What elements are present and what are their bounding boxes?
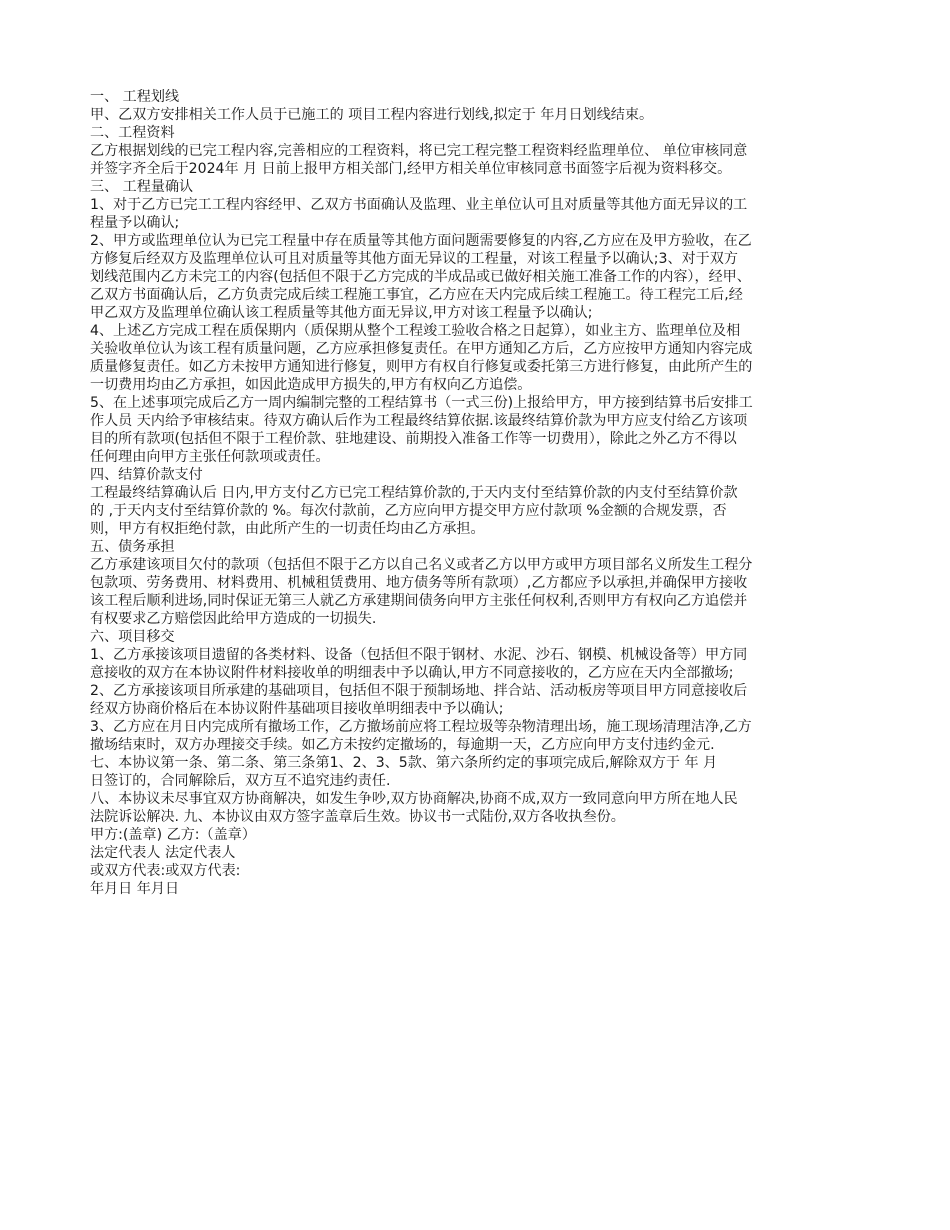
document-line: 3、乙方应在月日内完成所有撤场工作，乙方撤场前应将工程垃圾等杂物清理出场，施工现场清理洁净,乙方: [90, 719, 752, 735]
document-line: 目的所有款项(包括但不限于工程价款、驻地建设、前期投入准备工作等一切费用），除此之外乙方不得以: [90, 431, 737, 447]
document-line: 甲乙双方及监理单位确认该工程质量等其他方面无异议,甲方对该工程量予以确认;: [90, 305, 593, 321]
document-line: 法院诉讼解决. 九、本协议由双方签字盖章后生效。协议书一式陆份,双方各收执叁份。: [90, 809, 625, 825]
document-line: 乙双方书面确认后，乙方负责完成后续工程施工事宜，乙方应在天内完成后续工程施工。待工程完工后,经: [90, 287, 743, 303]
document-line: 方修复后经双方及监理单位认可且对质量等其他方面无异议的工程量，对该工程量予以确认;3、对于双方: [90, 251, 738, 267]
document-line: 三、 工程量确认: [90, 179, 194, 195]
document-line: 意接收的双方在本协议附件材料接收单的明细表中予以确认,甲方不同意接收的，乙方应在天内全部撤场;: [90, 665, 734, 681]
document-line: 2、乙方承接该项目所承建的基础项目，包括但不限于预制场地、拌合站、活动板房等项目甲方同意接收后: [90, 683, 748, 699]
document-line: 任何理由向甲方主张任何款项或责任。: [90, 449, 330, 465]
document-line: 该工程后顺利进场,同时保证无第三人就乙方承建期间债务向甲方主张任何权利,否则甲方有权向乙方追偿并: [90, 593, 748, 609]
document-line: 乙方承建该项目欠付的款项（包括但不限于乙方以自己名义或者乙方以甲方或甲方项目部名义所发生工程分: [90, 557, 753, 573]
document-body: [90, 88, 860, 898]
document-line: 作人员 天内给予审核结束。待双方确认后作为工程最终结算依据.该最终结算价款为甲方应支付给乙方该项: [90, 413, 748, 429]
document-line: 七、本协议第一条、第二条、第三条第1、2、3、5款、第六条所约定的事项完成后,解除双方于 年 月: [90, 755, 718, 771]
document-line: 六、项目移交: [90, 629, 175, 645]
document-line: 并签字齐全后于2024年 月 日前上报甲方相关部门,经甲方相关单位审核同意书面签字后视为资料移交。: [90, 161, 732, 177]
document-line: 4、上述乙方完成工程在质保期内（质保期从整个工程竣工验收合格之日起算），如业主方、监理单位及相: [90, 323, 741, 339]
document-line: 的 ,于天内支付至结算价款的 %。每次付款前，乙方应向甲方提交甲方应付款项 %金额的合规发票，否: [90, 503, 727, 519]
document-line: 撤场结束时，双方办理接交手续。如乙方未按约定撤场的，每逾期一天，乙方应向甲方支付违约金元.: [90, 737, 715, 753]
document-line: 经双方协商价格后在本协议附件基础项目接收单明细表中予以确认;: [90, 701, 504, 717]
document-line: 甲方:(盖章) 乙方:（盖章）: [90, 827, 256, 843]
document-line: 年月日 年月日: [90, 881, 180, 897]
document-line: 五、债务承担: [90, 539, 175, 555]
document-line: 划线范围内乙方未完工的内容(包括但不限于乙方完成的半成品或已做好相关施工准备工作的内容），经甲、: [90, 269, 751, 285]
document-line: 甲、乙双方安排相关工作人员于已施工的 项目工程内容进行划线,拟定于 年月日划线结束。: [90, 107, 654, 123]
document-line: 有权要求乙方赔偿因此给甲方造成的一切损失.: [90, 611, 377, 627]
document-line: 四、结算价款支付: [90, 467, 203, 483]
document-line: 质量修复责任。如乙方未按甲方通知进行修复，则甲方有权自行修复或委托第三方进行修复，由此所产生的: [90, 359, 753, 375]
document-line: 法定代表人 法定代表人: [90, 845, 236, 861]
document-line: 关验收单位认为该工程有质量问题，乙方应承担修复责任。在甲方通知乙方后，乙方应按甲方通知内容完成: [90, 341, 753, 357]
document-line: 日签订的，合同解除后，双方互不追究违约责任.: [90, 773, 391, 789]
document-line: 或双方代表:或双方代表:: [90, 863, 241, 879]
document-line: 二、工程资料: [90, 125, 175, 141]
document-line: 1、对于乙方已完工工程内容经甲、乙双方书面确认及监理、业主单位认可且对质量等其他方面无异议的工: [90, 197, 748, 213]
document-line: 则，甲方有权拒绝付款，由此所产生的一切责任均由乙方承担。: [90, 521, 485, 537]
document-line: 乙方根据划线的已完工程内容,完善相应的工程资料，将已完工程完整工程资料经监理单位、 单位审核同意: [90, 143, 748, 159]
document-line: 5、在上述事项完成后乙方一周内编制完整的工程结算书（一式三份)上报给甲方，甲方接到结算书后安排工: [90, 395, 753, 411]
document-line: 一、 工程划线: [90, 89, 180, 105]
document-line: 1、乙方承接该项目遗留的各类材料、设备（包括但不限于钢材、水泥、沙石、钢模、机械设备等）甲方同: [90, 647, 748, 663]
document-line: 工程最终结算确认后 日内,甲方支付乙方已完工程结算价款的,于天内支付至结算价款的内支付至结算价款: [90, 485, 738, 501]
document-line: 2、甲方或监理单位认为已完工程量中存在质量等其他方面问题需要修复的内容,乙方应在及甲方验收，在乙: [90, 233, 752, 249]
document-line: 程量予以确认;: [90, 215, 180, 231]
document-line: 八、本协议未尽事宜双方协商解决，如发生争吵,双方协商解决,协商不成,双方一致同意向甲方所在地人民: [90, 791, 738, 807]
document-line: 包款项、劳务费用、材料费用、机械租赁费用、地方债务等所有款项）,乙方都应予以承担,并确保甲方接收: [90, 575, 748, 591]
document-line: 一切费用均由乙方承担，如因此造成甲方损失的,甲方有权向乙方追偿。: [90, 377, 532, 393]
